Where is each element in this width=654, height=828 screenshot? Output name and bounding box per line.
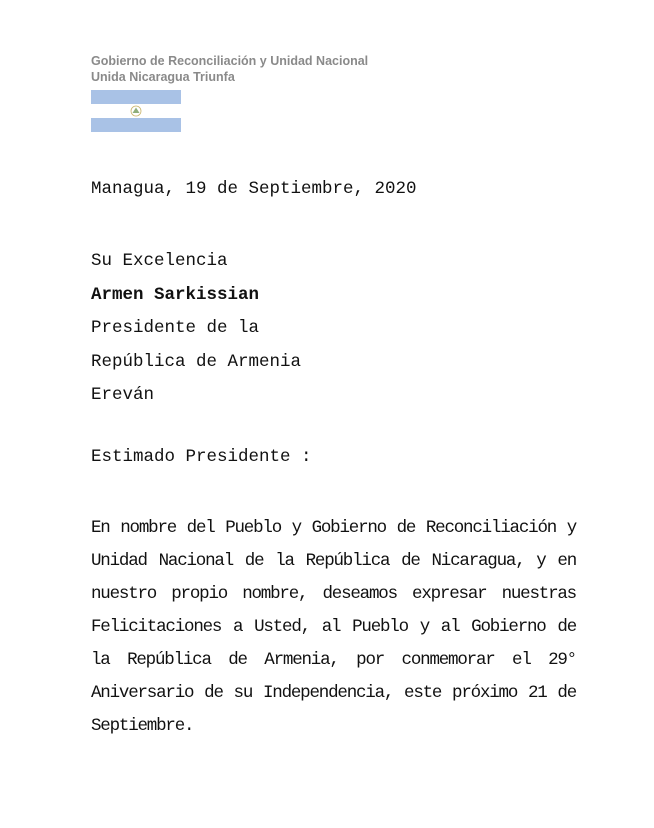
recipient-block [91, 245, 301, 413]
letter-greeting: Estimado Presidente : [91, 447, 312, 467]
recipient-position-line2: República de Armenia [91, 351, 302, 372]
letterhead-government-name: Gobierno de Reconciliación y Unidad Nacional [91, 54, 369, 68]
nicaragua-flag-icon [91, 90, 181, 132]
letter-date: Managua, 19 de Septiembre, 2020 [91, 179, 417, 199]
letterhead [91, 53, 368, 85]
letterhead-slogan: Unida Nicaragua Triunfa [91, 70, 235, 84]
recipient-position-line1: Presidente de la [91, 318, 260, 338]
letter-body-paragraph: En nombre del Pueblo y Gobierno de Reconciliación y Unidad Nacional de la República de Nicaragua, y en nuestro propio nombre, deseamos expresar nuestras Felicitaciones a Usted, al Pueblo y al Gobierno de la República de Armenia, por conmemorar el 29° Aniversario de su Independencia, este próximo 21 de Septiembre. [91, 518, 576, 736]
recipient-honorific: Su Excelencia [91, 251, 228, 271]
recipient-name: Armen Sarkissian [91, 284, 260, 305]
recipient-city: Ereván [91, 385, 155, 405]
